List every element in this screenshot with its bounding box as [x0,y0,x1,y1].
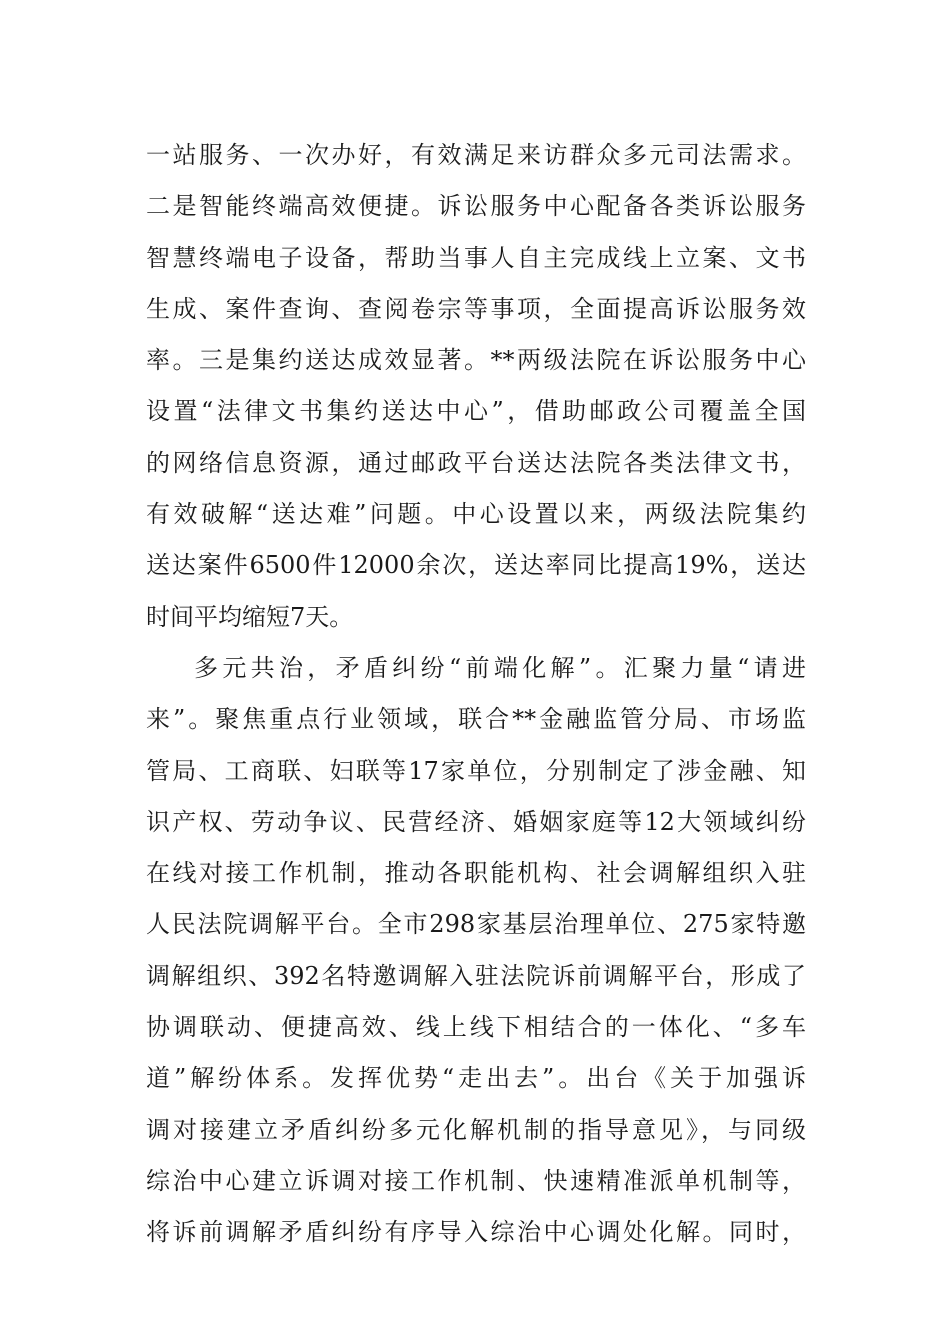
text-line: 率。三是集约送达成效显著。**两级法院在诉讼服务中心 [146,346,806,375]
text-line: 调解组织、392名特邀调解入驻法院诉前调解平台，形成了 [146,961,806,990]
text-line: 道”解纷体系。发挥优势“走出去”。出台《关于加强诉 [146,1064,806,1093]
text-line: 管局、工商联、妇联等17家单位，分别制定了涉金融、知 [146,756,806,785]
text-line: 识产权、劳动争议、民营经济、婚姻家庭等12大领域纠纷 [146,807,806,836]
text-line: 送达案件6500件12000余次，送达率同比提高19%，送达 [146,551,806,580]
document-body [146,130,806,1259]
paragraph-start-line: 多元共治，矛盾纠纷“前端化解”。汇聚力量“请进 [194,653,806,682]
text-line: 在线对接工作机制，推动各职能机构、社会调解组织入驻 [146,859,806,888]
text-line: 智慧终端电子设备，帮助当事人自主完成线上立案、文书 [146,243,806,272]
text-line: 调对接建立矛盾纠纷多元化解机制的指导意见》，与同级 [146,1115,806,1144]
paragraph-end-line: 时间平均缩短7天。 [146,602,354,631]
text-line: 来”。聚焦重点行业领域，联合**金融监管分局、市场监 [146,705,806,734]
text-line: 的网络信息资源，通过邮政平台送达法院各类法律文书， [146,448,806,477]
text-line: 将诉前调解矛盾纠纷有序导入综治中心调处化解。同时， [146,1218,806,1247]
text-line: 综治中心建立诉调对接工作机制、快速精准派单机制等， [146,1166,806,1195]
text-line: 设置“法律文书集约送达中心”，借助邮政公司覆盖全国 [146,397,806,426]
text-line: 有效破解“送达难”问题。中心设置以来，两级法院集约 [146,500,806,529]
text-line: 人民法院调解平台。全市298家基层治理单位、275家特邀 [146,910,806,939]
text-line: 生成、案件查询、查阅卷宗等事项，全面提高诉讼服务效 [146,294,806,323]
text-line: 一站服务、一次办好，有效满足来访群众多元司法需求。 [146,141,806,169]
text-line: 二是智能终端高效便捷。诉讼服务中心配备各类诉讼服务 [146,192,806,221]
text-line: 协调联动、便捷高效、线上线下相结合的一体化、“多车 [146,1013,806,1042]
